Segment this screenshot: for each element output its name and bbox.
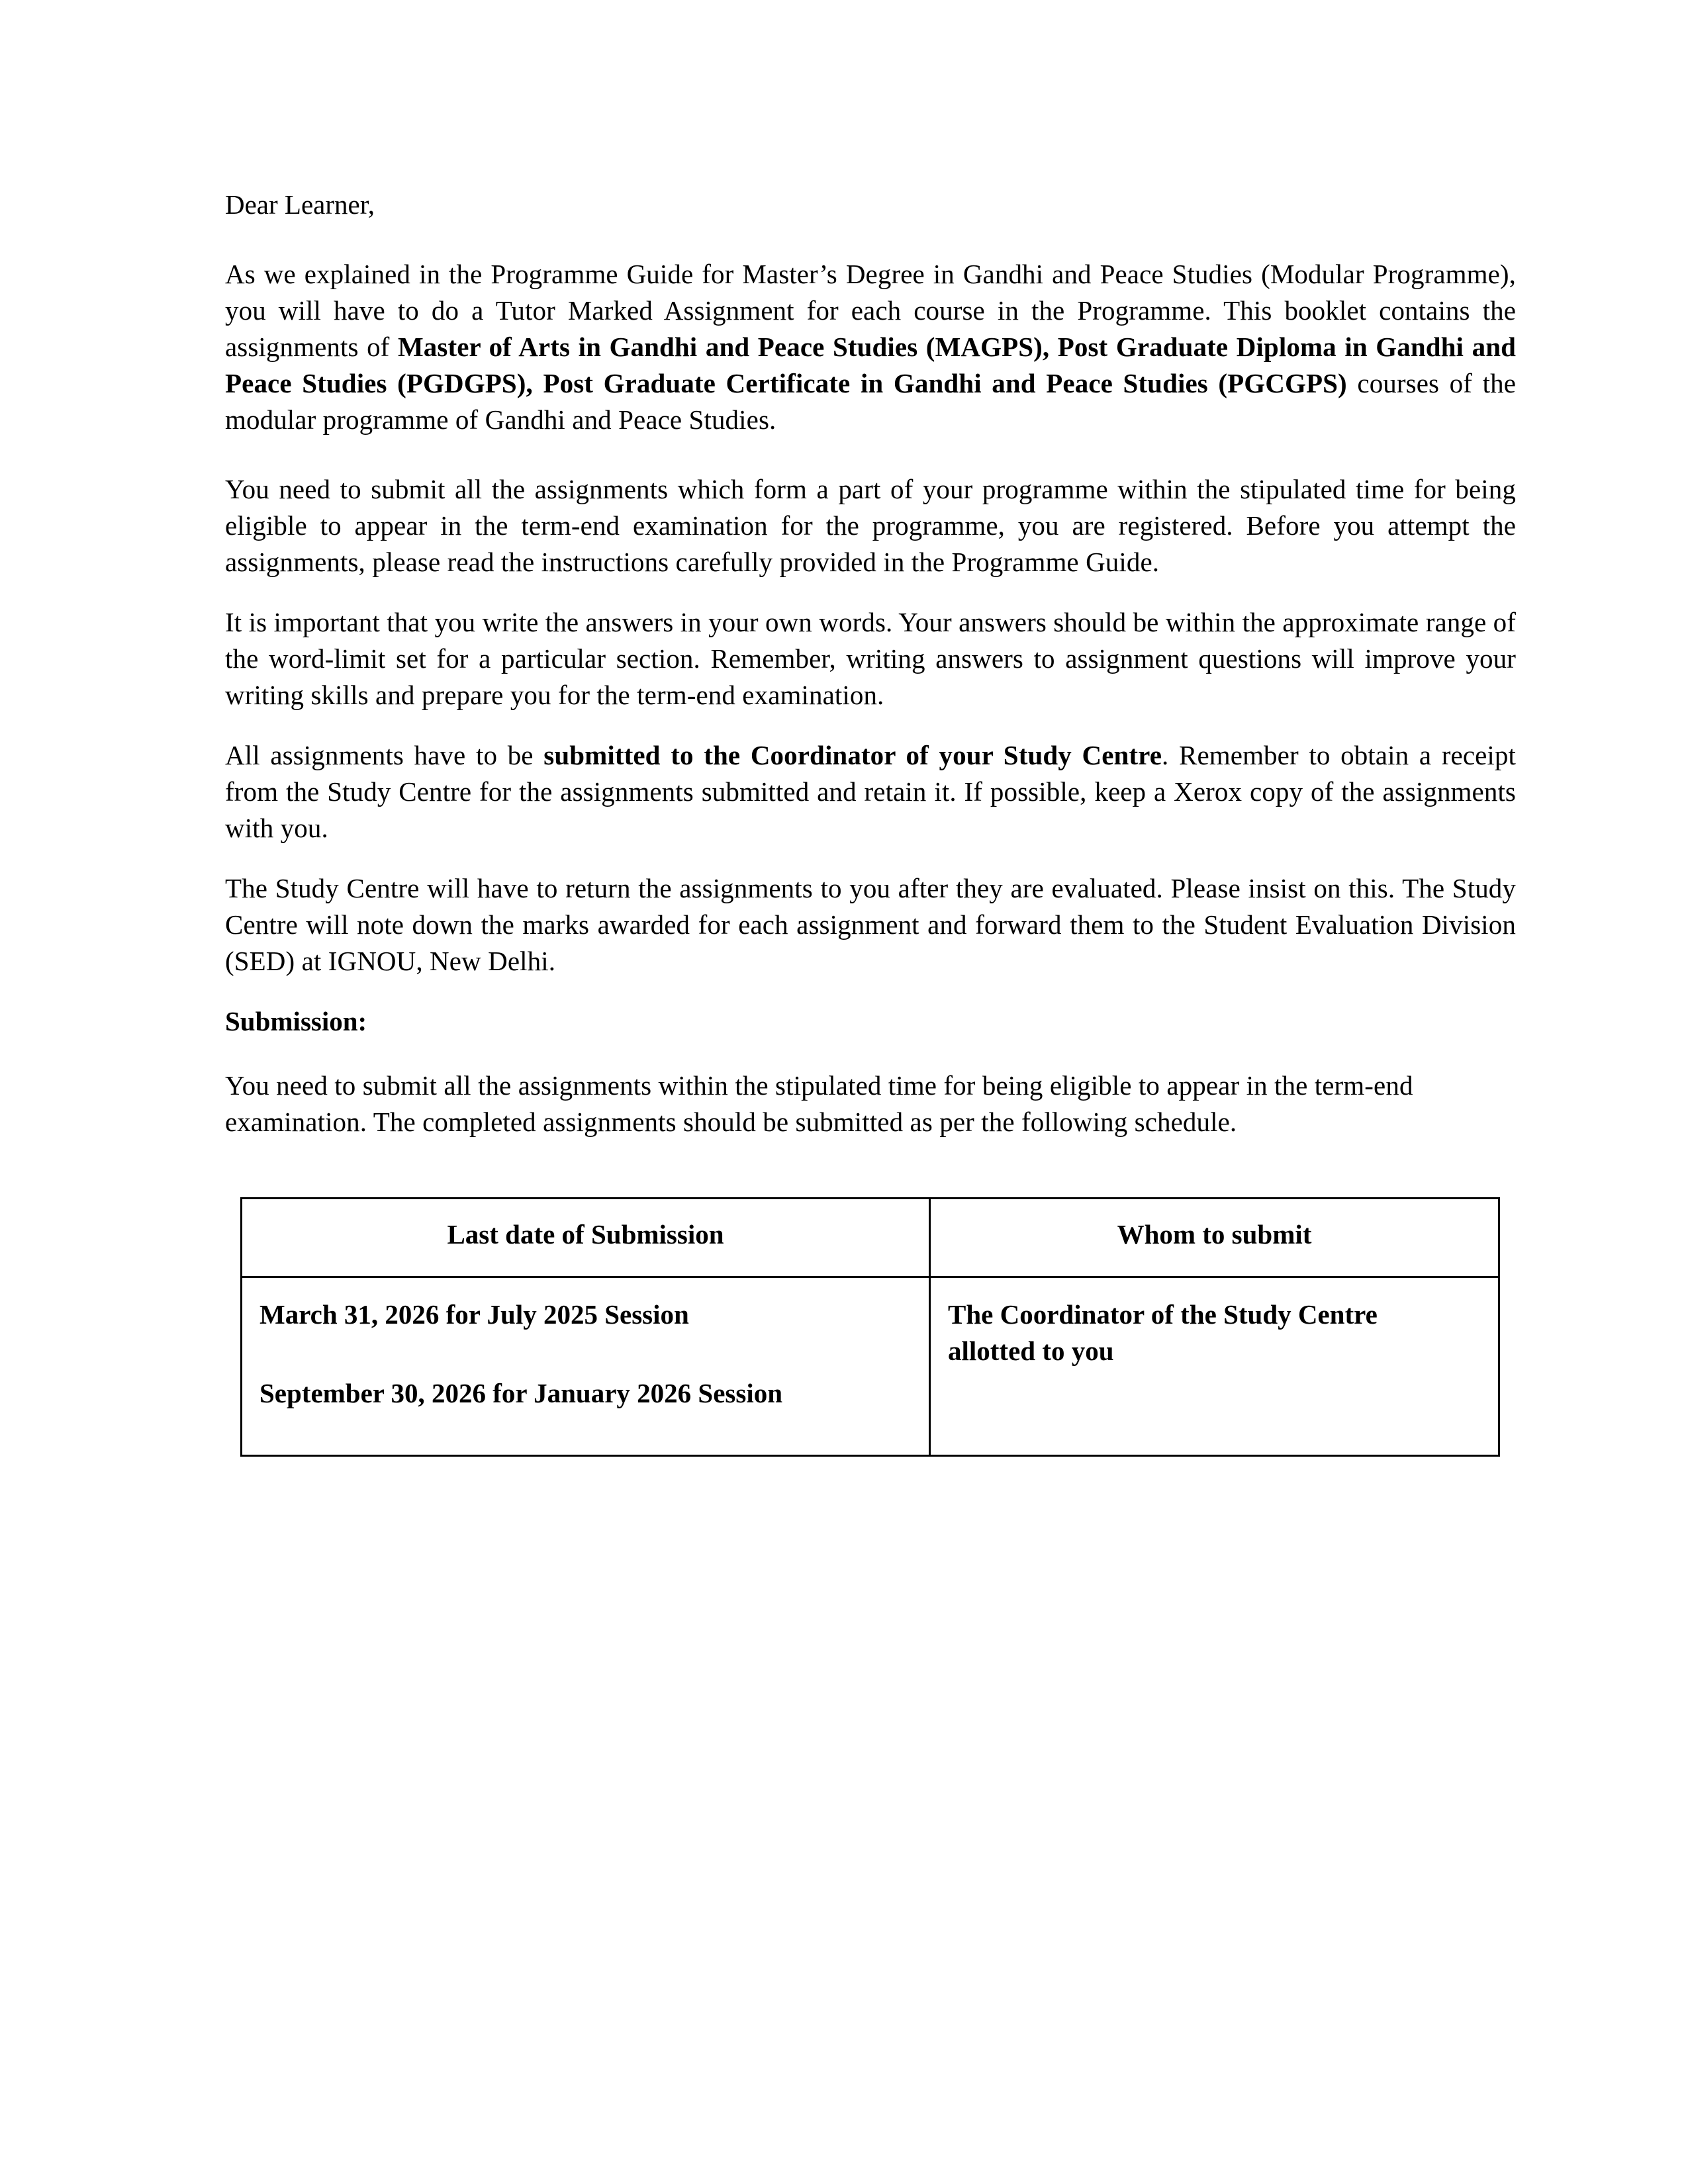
paragraph-submit-within-time bbox=[225, 471, 1516, 580]
submission-date-july-session: March 31, 2026 for July 2025 Session bbox=[259, 1299, 689, 1330]
run-text: courses of the modular programme of Gandhi and Peace Studies. bbox=[225, 368, 1517, 435]
run-text: . Remember to obtain a receipt from the Study Centre for the assignments submitted and retain it. If possible, keep a Xerox copy of the assignments with you. bbox=[225, 740, 1516, 843]
run-text: You need to submit all the assignments which form a part of your programme within the stipulated time for being eligible to appear in the term-end examination for the programme, you are registered. Before you attempt the assignments, please read the instructions carefully provided in the Programme Guide. bbox=[225, 474, 1516, 577]
paragraph-return-evaluated bbox=[225, 870, 1516, 979]
submission-heading: Submission: bbox=[225, 1006, 367, 1036]
table-header-last-date: Last date of Submission bbox=[242, 1199, 930, 1277]
submission-schedule-table bbox=[240, 1197, 1500, 1457]
whom-to-submit-line-1: The Coordinator of the Study Centre bbox=[948, 1299, 1378, 1330]
run-bold-submitted-to-coordinator: submitted to the Coordinator of your Study Centre bbox=[543, 740, 1162, 770]
table-row bbox=[242, 1277, 1499, 1456]
run-text: All assignments have to be bbox=[225, 740, 544, 770]
paragraph-own-words bbox=[225, 604, 1516, 713]
paragraph-submission-schedule-intro bbox=[225, 1068, 1516, 1140]
paragraph-intro bbox=[225, 256, 1516, 438]
document-body bbox=[225, 187, 1516, 1457]
submission-date-january-session: September 30, 2026 for January 2026 Session bbox=[259, 1378, 783, 1408]
run-bold-programme-names: Master of Arts in Gandhi and Peace Studies (MAGPS), Post Graduate Diploma in Gandhi and Peace Studies (PGDGPS), Post Graduate Certificate in Gandhi and Peace Studies (PGCGPS) bbox=[225, 332, 1516, 398]
run-text: The Study Centre will have to return the assignments to you after they are evaluated. Please insist on this. The Study Centre will note down the marks awarded for each assignment and forward them to the Student Evaluation Division (SED) at IGNOU, New Delhi. bbox=[225, 873, 1516, 976]
salutation: Dear Learner, bbox=[225, 189, 375, 220]
submission-schedule-table-wrapper bbox=[240, 1197, 1498, 1457]
run-text: You need to submit all the assignments within the stipulated time for being eligible to appear in the term-end examination. The completed assignments should be submitted as per the following schedule. bbox=[225, 1070, 1413, 1137]
paragraph-coordinator bbox=[225, 737, 1516, 846]
table-cell-whom-to-submit bbox=[930, 1277, 1499, 1456]
table-header-whom-to-submit: Whom to submit bbox=[930, 1199, 1499, 1277]
paragraph-spacer bbox=[225, 462, 1516, 471]
whom-to-submit-line-2: allotted to you bbox=[948, 1336, 1114, 1366]
table-header-row bbox=[242, 1199, 1499, 1277]
run-text: As we explained in the Programme Guide for Master’s Degree in Gandhi and Peace Studies (Modular Programme), you will have to do a Tutor Marked Assignment for each course in the Programme. This booklet contains the assignments of bbox=[225, 259, 1516, 362]
table-cell-submission-dates bbox=[242, 1277, 930, 1456]
run-text: It is important that you write the answers in your own words. Your answers should be within the approximate range of the word-limit set for a particular section. Remember, writing answers to assignment questions will improve your writing skills and prepare you for the term-end examination. bbox=[225, 607, 1516, 710]
